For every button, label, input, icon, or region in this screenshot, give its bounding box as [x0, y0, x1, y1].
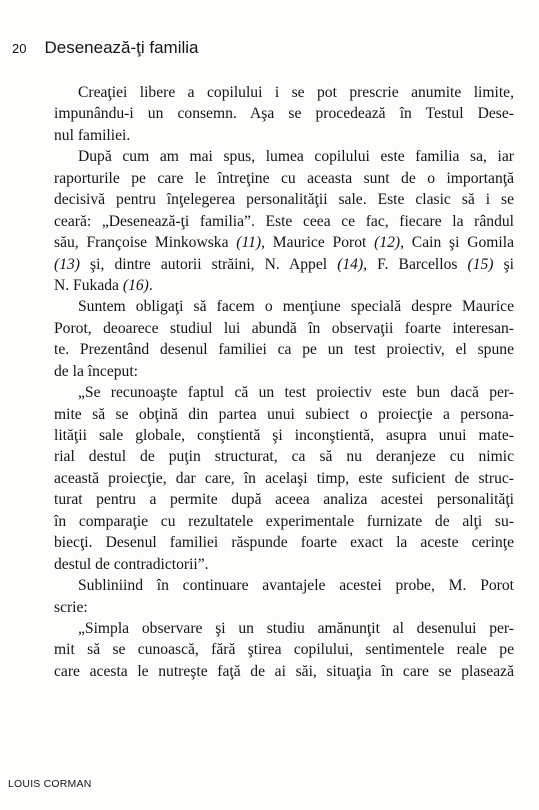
- text-line: raporturile pe care le întreţine cu aceasta sunt de o importanţă: [54, 169, 514, 187]
- text-line: mit să se cunoască, fără ştirea copilului, sentimentele reale pe: [54, 641, 514, 659]
- footer-author: LOUIS CORMAN: [8, 778, 92, 790]
- text-line: de la început:: [54, 362, 138, 380]
- text-line: Porot, deoarece studiul lui abundă în observaţii foarte interesan-: [54, 319, 514, 337]
- text-line: în comparaţie cu rezultatele experimentale furnizate de alţi su-: [54, 512, 514, 530]
- text-line: scrie:: [54, 598, 88, 616]
- text-line: turat pentru a permite după aceea analiza acestei personalităţi: [54, 491, 514, 509]
- text-line: „Simpla observare şi un studiu amănunţit al desenului per-: [78, 619, 514, 637]
- text-line: După cum am mai spus, lumea copilului este familia sa, iar: [78, 148, 514, 166]
- text-line: Subliniind în continuare avantajele acestei probe, M. Porot: [78, 577, 514, 595]
- text-line: impunându-i un consemn. Aşa se procedează în Testul Dese-: [54, 105, 514, 123]
- text-line: său, Françoise Minkowska (11), Maurice Porot (12), Cain şi Gomila: [54, 234, 514, 252]
- body-text: [54, 82, 514, 682]
- text-line: te. Prezentând desenul familiei ca pe un test proiectiv, el spune: [54, 341, 514, 359]
- text-line: (13) şi, dintre autorii străini, N. Appel (14), F. Barcellos (15) şi: [54, 255, 514, 273]
- text-line: nul familiei.: [54, 126, 131, 144]
- text-line: rial destul de puţin structurat, ca să nu deranjeze cu nimic: [54, 448, 514, 466]
- text-line: „Se recunoaşte faptul că un test proiectiv este bun dacă per-: [78, 384, 514, 402]
- text-line: lităţii sale globale, conştientă şi inconştientă, asupra unui mate-: [54, 427, 514, 444]
- running-title: Desenează-ţi familia: [44, 38, 199, 57]
- page-header: [12, 38, 198, 62]
- text-line: biecţi. Desenul familiei răspunde foarte exact la aceste cerinţe: [54, 534, 514, 552]
- text-line: această proiecţie, dar care, în acelaşi timp, este suficient de struc-: [54, 469, 514, 487]
- text-line: Suntem obligaţi să facem o menţiune specială despre Maurice: [78, 298, 514, 316]
- text-line: N. Fukada (16).: [54, 276, 153, 294]
- text-line: ceară: „Desenează-ţi familia”. Este ceea ce fac, fiecare la rândul: [54, 212, 514, 230]
- text-line: mite să se obţină din partea unui subiect o proiecţie a persona-: [54, 405, 514, 423]
- text-line: Creaţiei libere a copilului i se pot prescrie anumite limite,: [78, 84, 514, 101]
- text-line: decisivă pentru înţelegerea personalităţii sale. Este clasic să i se: [54, 191, 514, 209]
- page-number: 20: [12, 41, 27, 56]
- text-line: destul de contradictorii”.: [54, 555, 209, 573]
- text-line: care acesta le nutreşte faţă de ai săi, situaţia în care se plasează: [54, 662, 514, 680]
